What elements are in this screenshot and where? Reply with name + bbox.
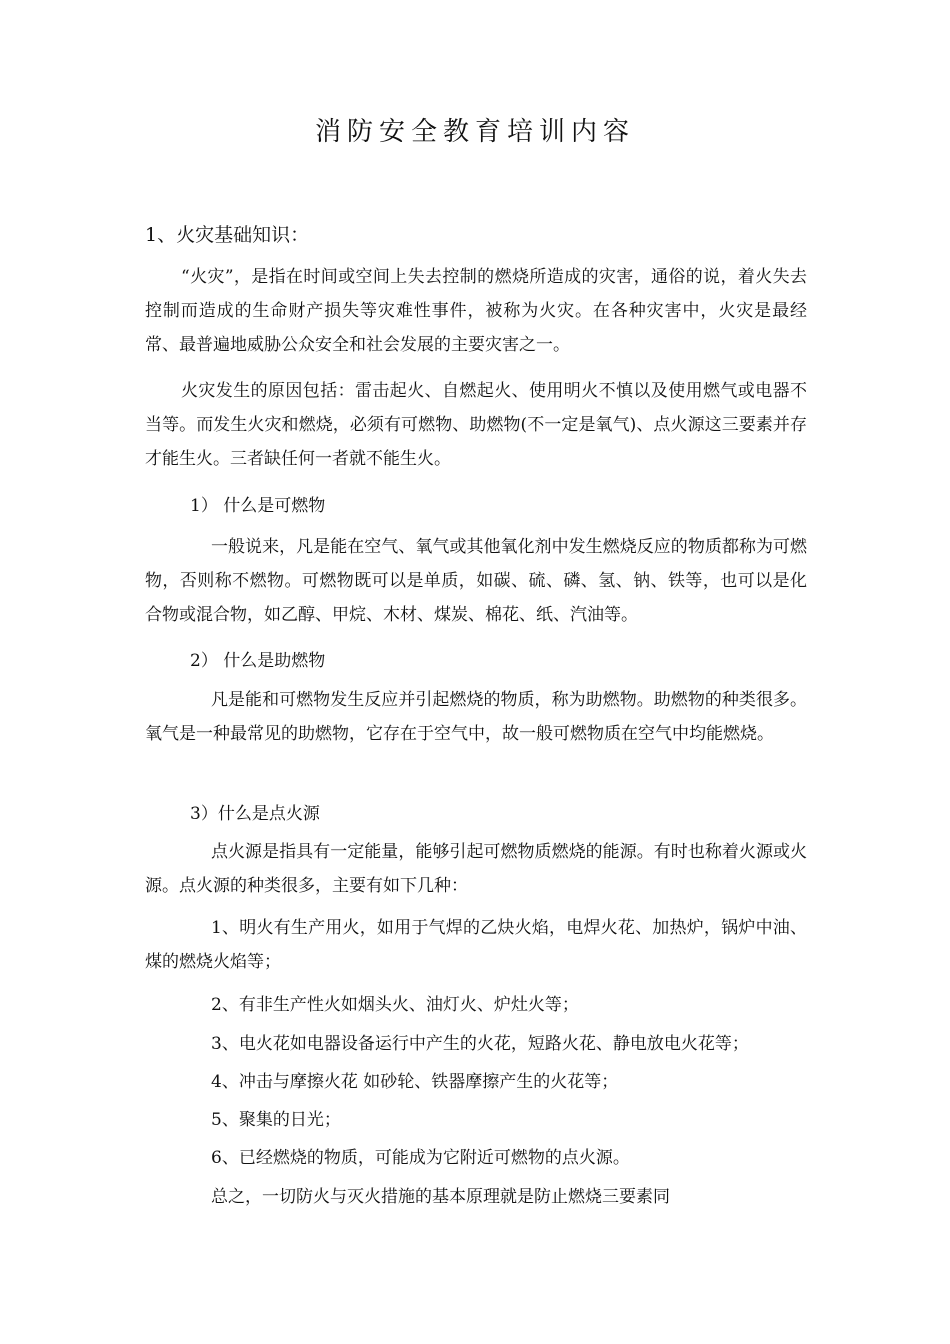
subheading-ignition-sources: 3）什么是点火源	[190, 804, 320, 824]
paragraph-fire-definition: “火灾”，是指在时间或空间上失去控制的燃烧所造成的灾害，通俗的说，着火失去控制而造成的生命财产损失等灾难性事件，被称为火灾。在各种灾害中，火灾是最经常、最普遍地威胁公众安全和社会发展的主要灾害之一。	[145, 267, 807, 355]
list-item: 4、冲击与摩擦火花 如砂轮、铁器摩擦产生的火花等；	[211, 1072, 619, 1092]
list-item: 6、已经燃烧的物质，可能成为它附近可燃物的点火源。	[211, 1148, 630, 1168]
list-item: 5、聚集的日光；	[211, 1110, 341, 1130]
paragraph-oxidizers: 凡是能和可燃物发生反应并引起燃烧的物质，称为助燃物。助燃物的种类很多。氧气是一种最常见的助燃物，它存在于空气中，故一般可燃物质在空气中均能燃烧。	[145, 690, 807, 744]
list-item: 2、有非生产性火如烟头火、油灯火、炉灶火等；	[211, 995, 579, 1015]
paragraph-ignition-sources: 点火源是指具有一定能量，能够引起可燃物质燃烧的能源。有时也称着火源或火源。点火源的种类很多，主要有如下几种：	[145, 842, 807, 896]
subheading-combustibles: 1） 什么是可燃物	[190, 496, 326, 516]
paragraph-fire-causes: 火灾发生的原因包括：雷击起火、自燃起火、使用明火不慎以及使用燃气或电器不当等。而发生火灾和燃烧，必须有可燃物、助燃物(不一定是氧气)、点火源这三要素并存才能生火。三者缺任何一者就不能生火。	[145, 381, 807, 469]
paragraph-combustibles: 一般说来，凡是能在空气、氧气或其他氧化剂中发生燃烧反应的物质都称为可燃物，否则称不燃物。可燃物既可以是单质，如碳、硫、磷、氢、钠、铁等，也可以是化合物或混合物，如乙醇、甲烷、木材、煤炭、棉花、纸、汽油等。	[145, 537, 807, 625]
list-item: 3、电火花如电器设备运行中产生的火花，短路火花、静电放电火花等；	[211, 1034, 749, 1054]
paragraph-conclusion: 总之，一切防火与灭火措施的基本原理就是防止燃烧三要素同	[211, 1187, 670, 1207]
list-item: 1、明火有生产用火，如用于气焊的乙炔火焰，电焊火花、加热炉，锅炉中油、煤的燃烧火焰等；	[145, 918, 807, 972]
subheading-oxidizers: 2） 什么是助燃物	[190, 651, 326, 671]
document-title: 消防安全教育培训内容	[314, 117, 635, 147]
section-heading-fire-basics: 1、火灾基础知识：	[145, 224, 310, 246]
